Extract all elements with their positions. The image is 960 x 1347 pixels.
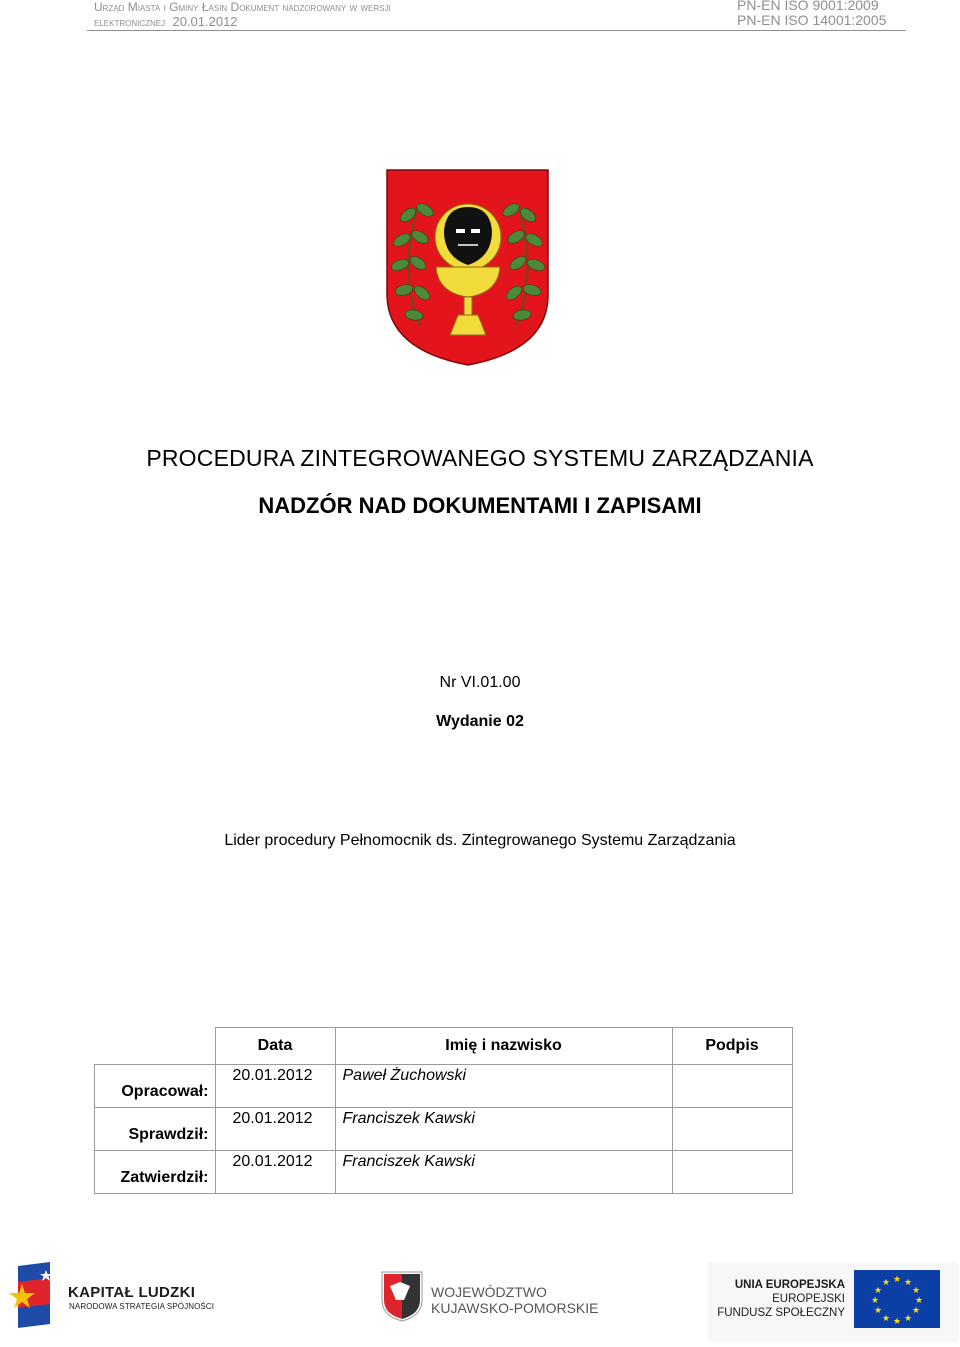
svg-text:★: ★ bbox=[892, 1275, 902, 1285]
row-label-checked: Sprawdził: bbox=[95, 1108, 216, 1151]
row-date: 20.01.2012 bbox=[215, 1151, 335, 1194]
row-signature bbox=[672, 1108, 792, 1151]
kapital-ludzki-subtitle: NARODOWA STRATEGIA SPÓJNOŚCI bbox=[69, 1302, 215, 1311]
crest-icon bbox=[380, 165, 556, 375]
kapital-ludzki-logo-icon bbox=[8, 1262, 56, 1328]
row-signature bbox=[672, 1065, 792, 1108]
procedure-leader: Lider procedury Pełnomocnik ds. Zintegrowanego Systemu Zarządzania bbox=[224, 832, 736, 849]
svg-text:★: ★ bbox=[881, 1278, 891, 1288]
row-name: Franciszek Kawski bbox=[335, 1108, 672, 1151]
wojewodztwo-crest-icon bbox=[380, 1270, 424, 1322]
unia-line1: UNIA EUROPEJSKA bbox=[734, 1279, 845, 1291]
table-corner bbox=[95, 1028, 216, 1065]
header-date: 20.01.2012 bbox=[172, 14, 238, 29]
row-label-prepared: Opracował: bbox=[95, 1065, 216, 1108]
row-date: 20.01.2012 bbox=[215, 1108, 335, 1151]
svg-text:★: ★ bbox=[911, 1306, 921, 1316]
svg-text:★: ★ bbox=[892, 1317, 902, 1327]
column-header-name: Imię i nazwisko bbox=[335, 1028, 672, 1065]
svg-text:★: ★ bbox=[914, 1296, 924, 1306]
table-row bbox=[95, 1108, 793, 1151]
procedure-title: NADZÓR NAD DOKUMENTAMI I ZAPISAMI bbox=[258, 493, 702, 518]
row-label-approved: Zatwierdził: bbox=[95, 1151, 216, 1194]
approval-table-header bbox=[95, 1028, 793, 1065]
header-divider bbox=[87, 30, 906, 31]
header-office-name: Urząd Miasta i Gminy Łasin bbox=[94, 0, 228, 14]
procedure-heading: PROCEDURA ZINTEGROWANEGO SYSTEMU ZARZĄDZANIA bbox=[146, 445, 814, 471]
kapital-ludzki-title: KAPITAŁ LUDZKI bbox=[68, 1284, 196, 1301]
wojewodztwo-line1: WOJEWÓDZTWO bbox=[431, 1284, 547, 1300]
unia-europejska-logo bbox=[708, 1262, 958, 1342]
procedure-edition: Wydanie 02 bbox=[436, 713, 524, 730]
table-row bbox=[95, 1065, 793, 1108]
header-left-line2 bbox=[94, 14, 238, 30]
approval-table bbox=[94, 1027, 793, 1194]
header-left-line1 bbox=[94, 0, 391, 15]
svg-text:★: ★ bbox=[903, 1278, 913, 1288]
column-header-signature: Podpis bbox=[672, 1028, 792, 1065]
column-header-date: Data bbox=[215, 1028, 335, 1065]
svg-text:★: ★ bbox=[870, 1296, 880, 1306]
procedure-number: Nr VI.01.00 bbox=[439, 674, 521, 691]
header-iso-9001: PN-EN ISO 9001:2009 bbox=[737, 0, 879, 13]
svg-text:★: ★ bbox=[903, 1314, 913, 1324]
unia-line2: EUROPEJSKI bbox=[772, 1293, 845, 1305]
header-doc-status: Dokument nadzorowany w wersji bbox=[230, 0, 391, 14]
table-row bbox=[95, 1151, 793, 1194]
svg-text:★: ★ bbox=[873, 1286, 883, 1296]
header-doc-status-2: elektronicznej bbox=[94, 15, 166, 29]
row-date: 20.01.2012 bbox=[215, 1065, 335, 1108]
svg-text:★: ★ bbox=[911, 1286, 921, 1296]
row-signature bbox=[672, 1151, 792, 1194]
row-name: Franciszek Kawski bbox=[335, 1151, 672, 1194]
svg-text:★: ★ bbox=[873, 1306, 883, 1316]
row-name: Paweł Żuchowski bbox=[335, 1065, 672, 1108]
eu-flag-icon bbox=[854, 1270, 940, 1328]
unia-line3: FUNDUSZ SPOŁECZNY bbox=[717, 1307, 845, 1319]
wojewodztwo-line2: KUJAWSKO-POMORSKIE bbox=[431, 1300, 599, 1316]
svg-text:★: ★ bbox=[881, 1314, 891, 1324]
header-iso-14001: PN-EN ISO 14001:2005 bbox=[737, 12, 887, 28]
